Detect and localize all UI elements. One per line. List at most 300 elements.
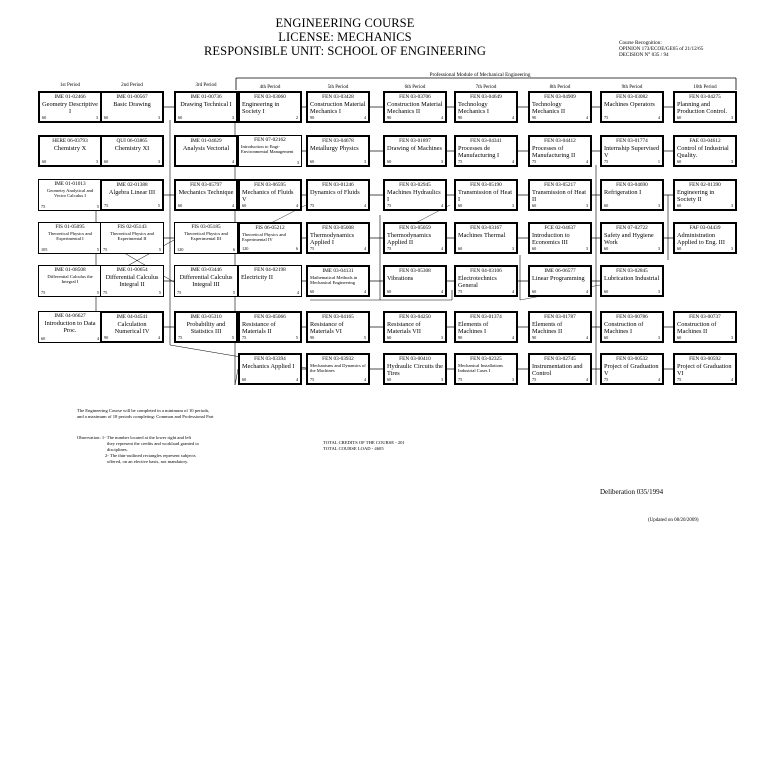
course-load: 3 (95, 159, 98, 164)
course-load: 3 (157, 159, 160, 164)
course-credits: 90 (458, 335, 463, 340)
course-credits: 60 (604, 246, 609, 251)
course-name: Machines Hydraulics I (387, 189, 441, 203)
course-name: Lubrication Industrial (604, 275, 660, 282)
course-code: FEN 03-06595 (254, 182, 286, 188)
course-name: Hydraulic Circuits the Tires (387, 363, 443, 377)
period-header: 5th Period (327, 85, 349, 90)
course-name: Instrumentation and Control (532, 363, 583, 377)
course-credits: 105 (41, 247, 48, 252)
course-name: Analysis Vectorial (182, 145, 230, 152)
course-box (306, 222, 370, 254)
course-load: 3 (730, 246, 733, 251)
course-name: Machines Operators (604, 101, 655, 108)
course-name: Mathematical Methods in Mechanical Engineering (310, 275, 358, 286)
course-box (100, 265, 164, 297)
course-code: IME 04-06627 (54, 313, 86, 319)
course-box (306, 179, 370, 211)
course-code: FEN 03-00532 (616, 356, 648, 362)
course-code: HERE 06-03793 (52, 138, 88, 144)
course-load: 4 (231, 203, 234, 208)
course-load: 1 (657, 159, 660, 164)
recognition-line: DECISION N° 035 / 94 (619, 52, 669, 58)
course-credits: 75 (103, 290, 108, 295)
course-box (383, 311, 447, 343)
course-code: FEN 07-02162 (254, 137, 286, 143)
course-code: FEN 03-03394 (254, 356, 286, 362)
course-load: 3 (231, 115, 234, 120)
course-name: Introduction to Data Proc. (44, 320, 96, 334)
course-load: 3 (657, 203, 660, 208)
course-code: IME 06-06577 (544, 268, 576, 274)
course-load: 4 (730, 377, 733, 382)
course-box (528, 135, 592, 167)
course-code: IME 01-08508 (54, 267, 86, 273)
title-line-2: LICENSE: MECHANICS (278, 30, 412, 44)
course-name: Calculation Numerical IV (114, 321, 150, 335)
course-box (600, 265, 664, 297)
course-code: FEN 03-00786 (616, 314, 648, 320)
course-name: Chemistry X (53, 145, 87, 152)
course-load: 4 (295, 377, 298, 382)
course-load: 3 (730, 159, 733, 164)
course-name: Basic Drawing (113, 101, 151, 108)
course-credits: 60 (387, 289, 392, 294)
course-name: Differential Calculus the Integral I (47, 274, 93, 285)
course-box (454, 135, 518, 167)
course-code: FEN 03-03082 (616, 94, 648, 100)
course-load: 4 (657, 377, 660, 382)
course-code: FEN 03-01774 (616, 138, 648, 144)
course-code: FEN 04-03106 (470, 268, 502, 274)
course-code: FEN 03-02945 (399, 182, 431, 188)
course-load: 3 (511, 377, 514, 382)
course-load: 3 (511, 246, 514, 251)
course-name: Processes de Manufacturing I (458, 145, 500, 159)
course-code: FEN 03-03428 (322, 94, 354, 100)
course-load: 5 (231, 335, 234, 340)
course-name: Elements of Machines II (532, 321, 563, 335)
course-credits: 75 (310, 377, 315, 382)
course-name: Mechanisms and Dynamics of the Machines (310, 363, 366, 374)
course-code: FEN 03-05008 (322, 225, 354, 231)
course-name: Mechanics Applied I (242, 363, 295, 370)
course-box (528, 311, 592, 343)
course-name: Transmission of Heat II (532, 189, 586, 203)
course-box (38, 135, 102, 167)
course-code: FEN 03-05217 (544, 182, 576, 188)
course-box (306, 353, 370, 385)
course-load: 3 (730, 335, 733, 340)
course-box (528, 222, 592, 254)
course-code: FEN 03-04341 (470, 138, 502, 144)
course-code: FEN 04-02198 (254, 267, 286, 273)
course-code: FEN 03-03932 (322, 356, 354, 362)
course-load: 5 (158, 247, 161, 252)
period-header: 8th Period (549, 85, 571, 90)
course-credits: 75 (178, 335, 183, 340)
course-credits: 90 (310, 115, 315, 120)
course-name: Project of Graduation V (604, 363, 659, 377)
course-box (174, 179, 238, 211)
course-box (38, 311, 102, 343)
course-box (528, 265, 592, 297)
course-name: Construction Material Mechanics I (310, 101, 366, 115)
professional-module-label: Professional Module of Mechanical Engineering (429, 72, 531, 78)
course-credits: 60 (242, 377, 247, 382)
observation-note (77, 435, 199, 465)
course-box (383, 265, 447, 297)
course-load: 4 (440, 203, 443, 208)
course-box (238, 353, 302, 385)
course-code: IME 01-02466 (54, 94, 86, 100)
course-load: 5 (157, 203, 160, 208)
course-credits: 90 (104, 335, 109, 340)
course-code: FEN 03-04250 (399, 314, 431, 320)
course-credits: 75 (604, 115, 609, 120)
course-box (528, 179, 592, 211)
course-code: FEN 03-02745 (544, 356, 576, 362)
course-name: Machines Thermal (458, 232, 506, 239)
course-name: Thermodynamics Applied II (387, 232, 432, 246)
course-load: 4 (295, 203, 298, 208)
course-code: FEN 03-02845 (616, 268, 648, 274)
course-load: 5 (363, 335, 366, 340)
total-credits: TOTAL CREDITS OF THE COURSE - 201 (323, 440, 405, 445)
course-box (174, 135, 238, 167)
updated-date: (Updated on 08/20/2009) (648, 518, 699, 523)
course-code: FEN 03-04690 (616, 182, 648, 188)
note-line: they represent the credits and workload granted to (107, 441, 199, 446)
course-load: 3 (730, 115, 733, 120)
course-credits: 75 (677, 377, 682, 382)
course-code: FEN 03-05059 (399, 225, 431, 231)
course-name: Mechanical Installations Industrial Cases I (458, 363, 504, 374)
course-credits: 75 (532, 159, 537, 164)
course-code: FEN 03-05797 (190, 182, 222, 188)
course-credits: 75 (41, 290, 46, 295)
course-credits: 60 (532, 203, 537, 208)
course-load: 6 (232, 247, 235, 252)
course-credits: 90 (310, 335, 315, 340)
course-credits: 120 (242, 246, 249, 251)
course-credits: 60 (458, 203, 463, 208)
course-name: Introduction to Engi- Environmental Management (241, 144, 294, 155)
course-name: Resistance of Materials VI (310, 321, 344, 335)
course-code: IME 02-01388 (116, 182, 148, 188)
course-code: FEN 03-01897 (399, 138, 431, 144)
recognition-line: Course Recognition: (619, 40, 662, 46)
course-name: Safety and Hygiene Work (604, 232, 654, 246)
course-code: FEN 03-03167 (470, 225, 502, 231)
course-box (38, 179, 102, 211)
course-load: 4 (157, 335, 160, 340)
course-code: FEN 03-04649 (470, 94, 502, 100)
course-credits: 60 (677, 159, 682, 164)
course-box (100, 222, 164, 254)
course-name: Probability and Statistics III (186, 321, 226, 335)
course-code: FEN 03-03706 (399, 94, 431, 100)
course-box (38, 91, 102, 123)
course-code: FEN 03-03060 (254, 94, 286, 100)
course-code: IME 01-00567 (116, 94, 148, 100)
course-credits: 60 (677, 246, 682, 251)
course-credits: 60 (458, 246, 463, 251)
course-box (454, 222, 518, 254)
course-load: 4 (511, 115, 514, 120)
course-code: FEN 03-04165 (322, 314, 354, 320)
course-name: Drawing of Machines (387, 145, 442, 152)
note-line: disciplines. (107, 447, 128, 452)
course-credits: 75 (604, 377, 609, 382)
course-load: 3 (95, 115, 98, 120)
course-code: FEN 03-04678 (322, 138, 354, 144)
course-credits: 60 (387, 159, 392, 164)
course-code: FEN 03-01787 (544, 314, 576, 320)
course-credits: 60 (178, 115, 183, 120)
course-box (528, 353, 592, 385)
course-box (600, 179, 664, 211)
course-name: Mechanics Technique (178, 189, 234, 196)
course-box (673, 222, 737, 254)
deliberation: Deliberation 035/1994 (600, 488, 664, 496)
completion-note (77, 408, 214, 420)
course-credits: 75 (310, 246, 315, 251)
course-load: 3 (440, 377, 443, 382)
course-credits: 90 (458, 115, 463, 120)
course-load: 5 (295, 335, 298, 340)
course-load: 4 (585, 377, 588, 382)
course-name: Construction of Machines II (677, 321, 717, 335)
total-load: TOTAL COURSE LOAD - 4605 (323, 446, 384, 451)
course-code: FEN 03-05190 (470, 182, 502, 188)
course-load: 4 (657, 115, 660, 120)
course-name: Technology Mechanics I (458, 101, 489, 115)
course-name: Geometry Descriptive I (42, 101, 98, 115)
course-box (600, 135, 664, 167)
course-credits: 60 (532, 246, 537, 251)
course-code: IME 01-04629 (190, 138, 222, 144)
course-box (100, 311, 164, 343)
course-code: IME 01-01013 (54, 181, 86, 187)
course-name: Construction of Machines I (604, 321, 644, 335)
course-load: 3 (511, 203, 514, 208)
course-box (238, 222, 302, 254)
period-header: 1st Period (59, 83, 81, 88)
course-credits: 60 (41, 336, 46, 341)
course-box (383, 222, 447, 254)
course-load: 3 (440, 335, 443, 340)
course-name: Vibrations (387, 275, 414, 282)
course-code: FEN 03-00410 (399, 356, 431, 362)
course-box (100, 91, 164, 123)
course-credits: 60 (677, 115, 682, 120)
course-credits: 60 (604, 335, 609, 340)
course-box (673, 91, 737, 123)
course-box (673, 353, 737, 385)
course-load: 2 (295, 115, 298, 120)
course-load: 3 (440, 159, 443, 164)
course-credits: 75 (177, 290, 182, 295)
course-box (454, 311, 518, 343)
note-line: The Engineering Course will be completed in a minimum of 10 periods, (77, 408, 210, 413)
course-code: FEN 03-05066 (254, 314, 286, 320)
course-load: 3 (657, 335, 660, 340)
course-credits: 60 (677, 335, 682, 340)
course-name: Control of Industrial Quality. (677, 145, 729, 159)
course-load: 4 (296, 290, 299, 295)
course-credits: 120 (177, 247, 184, 252)
course-name: Processes of Manufacturing II (532, 145, 576, 159)
course-credits: 75 (387, 203, 392, 208)
course-box (600, 222, 664, 254)
course-load: 5 (232, 290, 235, 295)
course-load: 4 (96, 336, 99, 341)
course-code: IME 03-05310 (190, 314, 222, 320)
course-load: 3 (657, 246, 660, 251)
course-load: 3 (657, 289, 660, 294)
course-code: IME 04-04541 (116, 314, 148, 320)
course-code: IME 03-04131 (322, 268, 354, 274)
period-header: 7th Period (475, 85, 497, 90)
title-line-1: ENGINEERING COURSE (275, 16, 415, 30)
course-load: 6 (295, 246, 298, 251)
course-credits: 60 (42, 115, 47, 120)
period-header: 2nd Period (121, 83, 143, 88)
course-box (174, 91, 238, 123)
title-line-3: RESPONSIBLE UNIT: SCHOOL OF ENGINEERING (204, 44, 486, 58)
course-code: FEN 03-05308 (399, 268, 431, 274)
course-box (454, 353, 518, 385)
course-credits: 60 (178, 203, 183, 208)
course-credits: 75 (104, 203, 109, 208)
course-credits: 60 (310, 289, 315, 294)
course-code: FEN 03-00592 (689, 356, 721, 362)
course-box (383, 179, 447, 211)
course-name: Algebra Linear III (108, 189, 156, 196)
course-credits: 60 (104, 115, 109, 120)
course-load: 4 (585, 115, 588, 120)
course-name: Refrigeration I (604, 189, 642, 196)
course-load: 4 (511, 335, 514, 340)
course-credits: 60 (387, 335, 392, 340)
course-load: 4 (231, 159, 234, 164)
course-load: 3 (585, 203, 588, 208)
course-name: Elements of Machines I (458, 321, 489, 335)
course-code: FEN 03-04909 (544, 94, 576, 100)
course-credits: 90 (387, 115, 392, 120)
course-name: Drawing Technical I (180, 101, 232, 108)
course-load: 4 (440, 246, 443, 251)
course-box (306, 91, 370, 123)
period-header: 10th Period (693, 85, 717, 90)
course-name: Differential Calculus Integral II (105, 274, 159, 288)
course-code: FAE 03-04612 (689, 138, 721, 144)
course-credits: 90 (532, 115, 537, 120)
course-box (174, 265, 238, 297)
course-credits: 60 (310, 159, 315, 164)
course-credits: 60 (387, 377, 392, 382)
course-code: QUI 06-03865 (116, 138, 148, 144)
course-box (174, 311, 238, 343)
course-box (673, 179, 737, 211)
course-credits: 60 (104, 159, 109, 164)
period-header: 4th Period (259, 85, 281, 90)
note-line: offered, on an elective basis, not mandatory. (107, 459, 189, 464)
course-code: IME 01-00654 (116, 267, 148, 273)
course-credits: 75 (458, 289, 463, 294)
note-line: 2- The thin-outlined rectangles represent subjects (105, 453, 196, 458)
course-load: 4 (363, 289, 366, 294)
course-load: 4 (363, 246, 366, 251)
recognition-line: OPINION 173/ECOE/GE65 of 21/12/65 (619, 46, 704, 52)
course-credits: 60 (42, 159, 47, 164)
course-load: 4 (585, 289, 588, 294)
course-load: 3 (730, 203, 733, 208)
course-load: 3 (363, 159, 366, 164)
course-load: 4 (511, 159, 514, 164)
course-box (100, 179, 164, 211)
course-code: FIS 06-05212 (255, 225, 285, 231)
course-credits: 60 (604, 289, 609, 294)
course-box (673, 135, 737, 167)
course-credits: 75 (41, 204, 46, 209)
course-credits: 75 (458, 377, 463, 382)
course-name: Technology Mechanics II (532, 101, 566, 115)
course-load: 4 (585, 335, 588, 340)
course-code: FIS 03-05185 (191, 224, 221, 230)
course-load: 3 (157, 115, 160, 120)
course-name: Theoretical Physics and Experimental II (110, 231, 154, 242)
course-box (100, 135, 164, 167)
course-name: Introduction to Economics III (532, 232, 570, 246)
course-box (600, 353, 664, 385)
course-load: 5 (96, 247, 99, 252)
course-name: Engineering in Society I (242, 101, 280, 115)
period-header: 6th Period (404, 85, 426, 90)
course-box (306, 135, 370, 167)
course-box (454, 265, 518, 297)
note-line: and a maximum of 18 periods completing: Common and Professional Part (77, 414, 214, 419)
course-box (600, 91, 664, 123)
course-name: Geometry Analytical and Vector Calculus I (46, 188, 94, 199)
course-credits: 75 (387, 246, 392, 251)
course-name: Planning and Production Control. (677, 101, 728, 115)
course-credits: 60 (677, 203, 682, 208)
course-code: FIS 02-05143 (117, 224, 147, 230)
course-load: 4 (585, 159, 588, 164)
course-box (383, 135, 447, 167)
course-name: Resistance of Materials VII (387, 321, 421, 335)
course-credits: 75 (604, 159, 609, 164)
course-box (238, 311, 302, 343)
course-load: 4 (363, 377, 366, 382)
course-code: FEN 03-04412 (544, 138, 576, 144)
course-box (673, 311, 737, 343)
course-box (238, 135, 302, 167)
course-code: FEN 07-02722 (616, 225, 648, 231)
course-box (38, 222, 102, 254)
course-code: FEN 03-00737 (689, 314, 721, 320)
course-load: 5 (96, 290, 99, 295)
course-name: Construction Material Mechanics II (387, 101, 443, 115)
course-code: FEN 03-01246 (322, 182, 354, 188)
course-credits: 60 (604, 203, 609, 208)
course-load: 4 (440, 115, 443, 120)
course-name: Electricity II (241, 274, 273, 281)
course-name: Project of Graduation VI (677, 363, 732, 377)
course-credits: 75 (310, 203, 315, 208)
